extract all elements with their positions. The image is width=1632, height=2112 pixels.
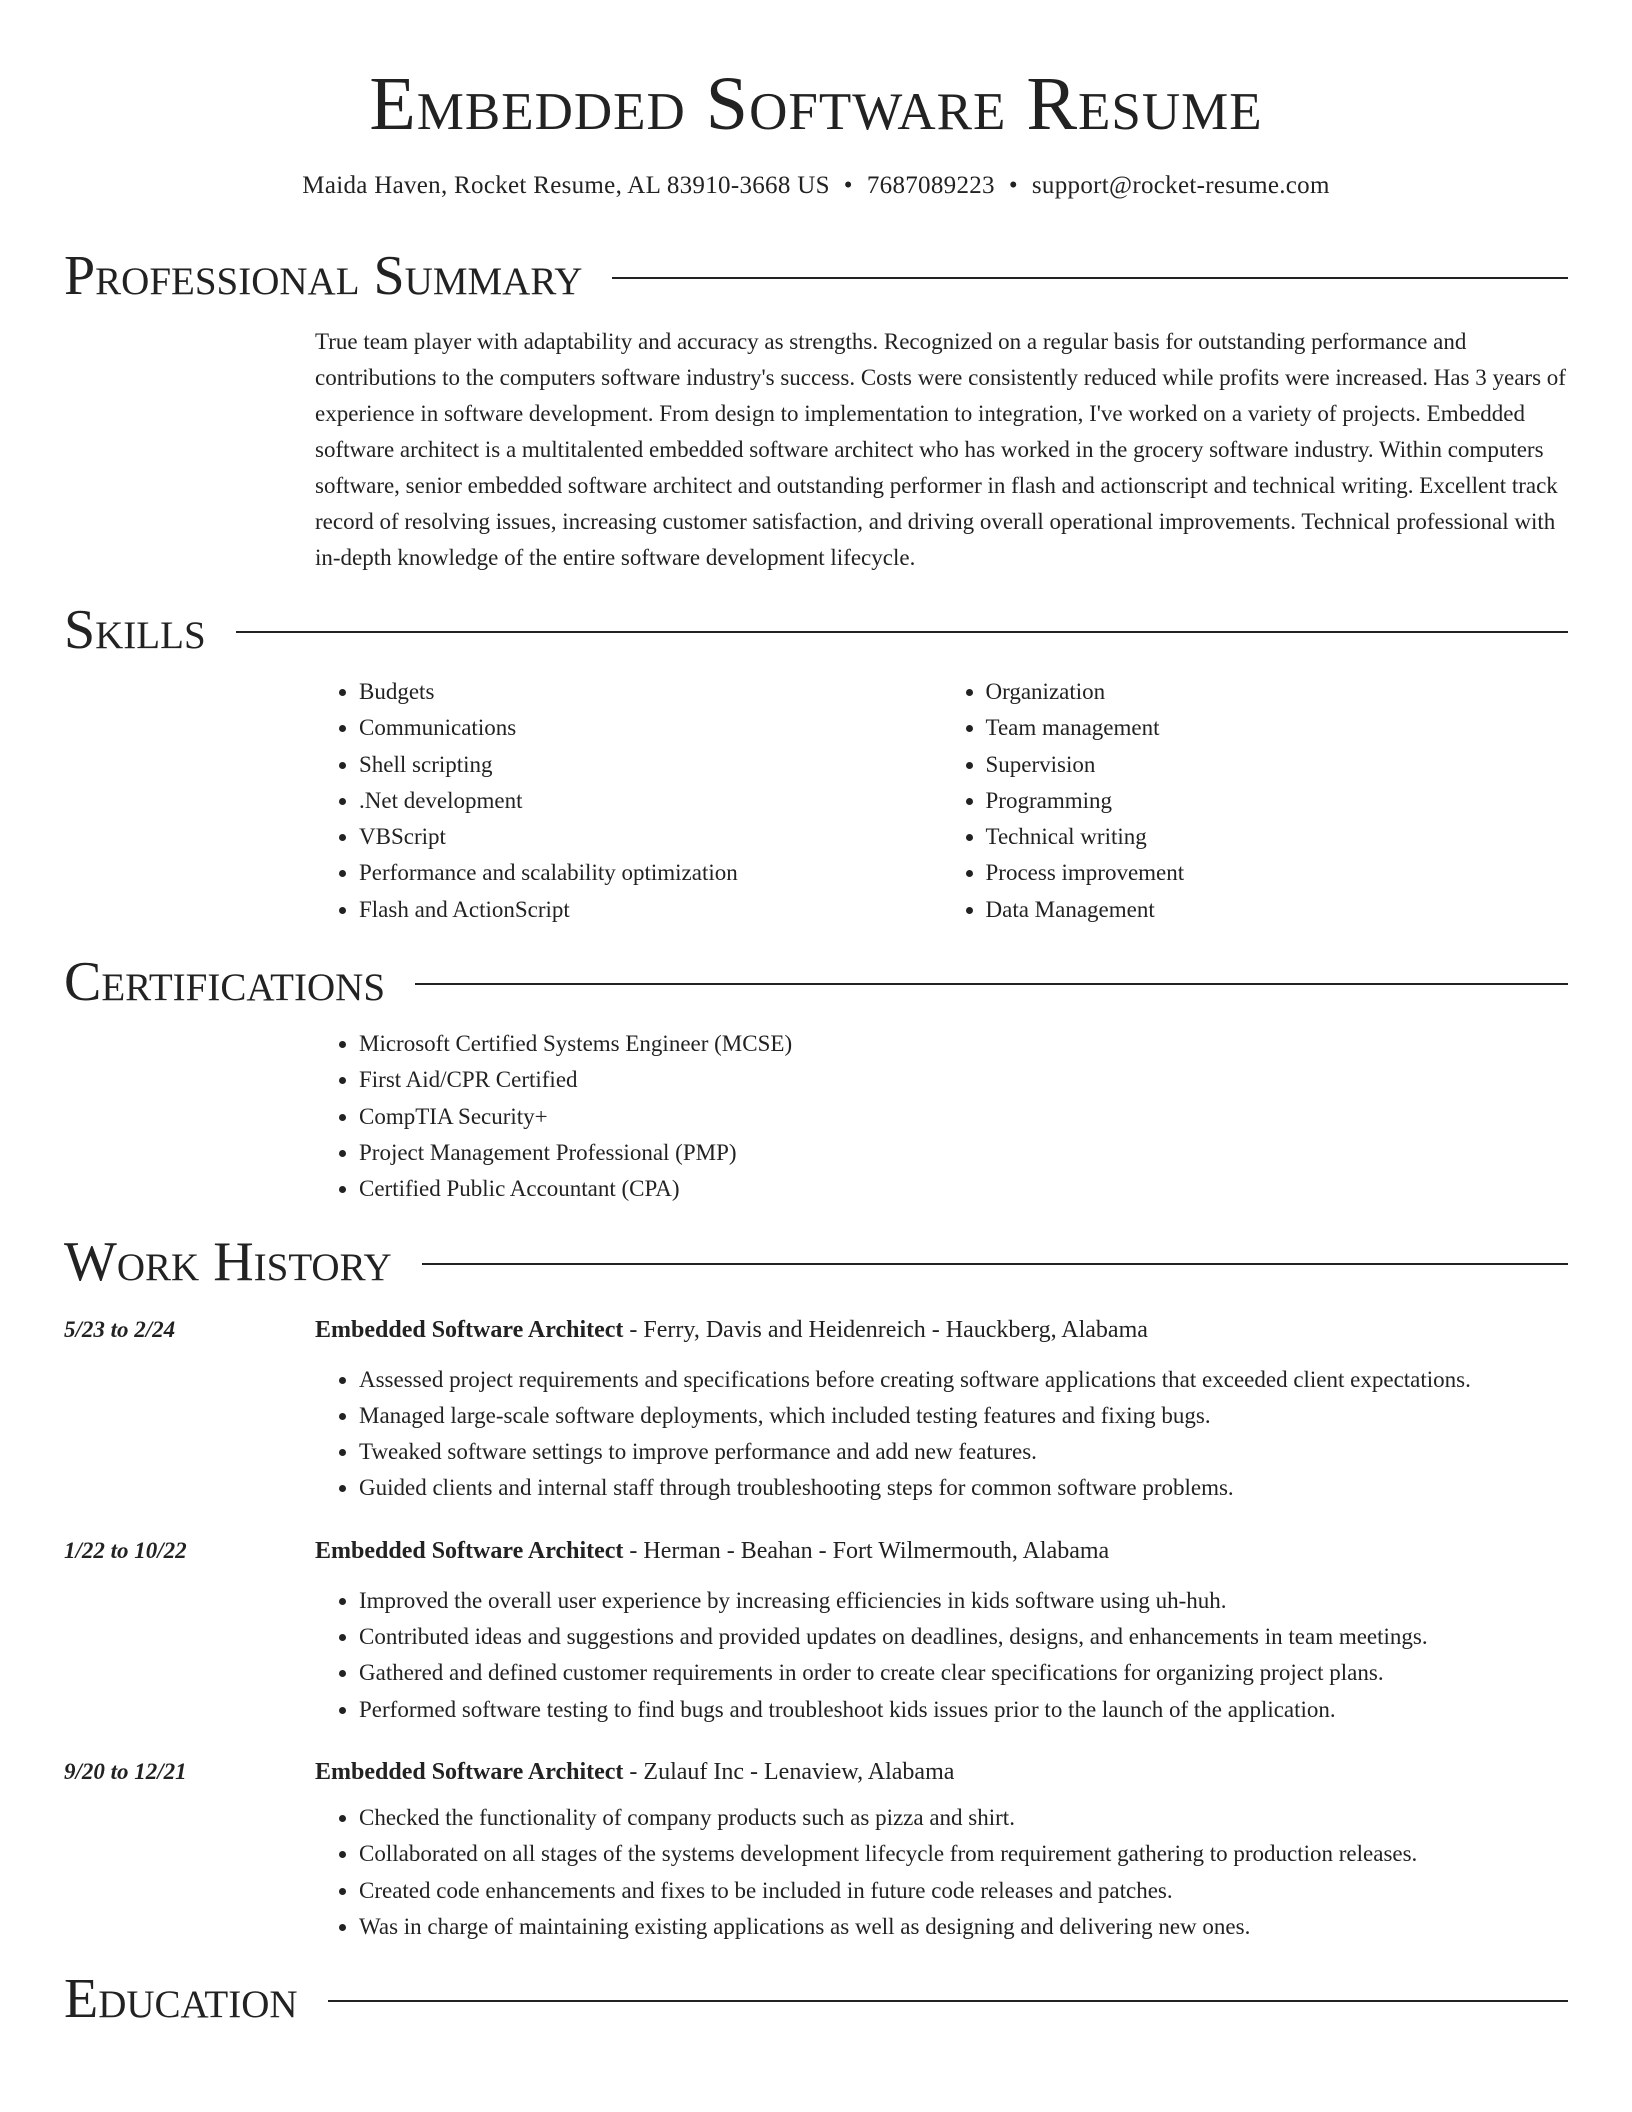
summary-section-header — [64, 244, 1568, 308]
skills-list — [315, 674, 1568, 928]
skill-item: • Supervision — [986, 747, 1569, 783]
job-entry — [64, 1533, 1568, 1728]
skill-item: • Communications — [359, 710, 942, 746]
skill-item: • Programming — [986, 783, 1569, 819]
job-entry — [64, 1312, 1568, 1507]
job-employer-location: - Zulauf Inc - Lenaview, Alabama — [623, 1758, 955, 1785]
skill-item: • Data Management — [986, 892, 1569, 928]
job-bullet: • Performed software testing to find bugs and troubleshoot kids issues prior to the launch of the application. — [359, 1692, 1568, 1728]
job-bullet: • Created code enhancements and fixes to be included in future code releases and patches. — [359, 1873, 1568, 1909]
job-heading — [315, 1533, 1568, 1569]
job-title: Embedded Software Architect — [315, 1758, 624, 1785]
skill-item: • Budgets — [359, 674, 942, 710]
job-entry — [64, 1754, 1568, 1945]
skill-item: • Performance and scalability optimization — [359, 855, 942, 891]
section-divider — [236, 631, 1568, 633]
job-bullet: • Was in charge of maintaining existing applications as well as designing and delivering new ones. — [359, 1909, 1568, 1945]
skills-column-right — [942, 674, 1569, 928]
resume-page — [64, 0, 1568, 2031]
job-dates: 9/20 to 12/21 — [64, 1758, 187, 1784]
section-divider — [328, 2000, 1568, 2002]
summary-text: True team player with adaptability and accuracy as strengths. Recognized on a regular basis for outstanding performance and contributions to the computers software industry's success. Costs were consistently reduced while profits were increased. Has 3 years of experience in software development. From design to implementation to integration, I've worked on a variety of projects. Embedded software architect is a multitalented embedded software architect who has worked in the grocery software industry. Within computers software, senior embedded software architect and outstanding performer in flash and actionscript and technical writing. Excellent track record of resolving issues, increasing customer satisfaction, and driving overall operational improvements. Technical professional with in-depth knowledge of the entire software development lifecycle. — [315, 329, 1566, 570]
job-bullet: • Checked the functionality of company products such as pizza and shirt. — [359, 1800, 1568, 1836]
skill-item: • Flash and ActionScript — [359, 892, 942, 928]
job-title: Embedded Software Architect — [315, 1316, 624, 1343]
section-divider — [415, 983, 1568, 985]
contact-email: support@rocket-resume.com — [1031, 172, 1330, 199]
contact-line — [64, 170, 1568, 202]
skill-item: • Organization — [986, 674, 1569, 710]
skill-item: • Process improvement — [986, 855, 1569, 891]
job-heading — [315, 1312, 1568, 1348]
job-employer-location: - Herman - Beahan - Fort Wilmermouth, Alabama — [623, 1537, 1110, 1564]
skills-section-header — [64, 598, 1568, 662]
skills-heading: Skills — [64, 599, 206, 661]
certification-item: • Microsoft Certified Systems Engineer (MCSE) — [359, 1026, 1568, 1062]
job-bullets — [315, 1583, 1568, 1728]
job-bullet: • Collaborated on all stages of the systems development lifecycle from requirement gathering to production releases. — [359, 1836, 1568, 1872]
certifications-section-header — [64, 950, 1568, 1014]
work-section-header — [64, 1230, 1568, 1294]
skill-item: • Technical writing — [986, 819, 1569, 855]
work-heading: Work History — [64, 1230, 392, 1293]
summary-heading: Professional Summary — [64, 245, 583, 307]
certifications-heading: Certifications — [64, 951, 386, 1014]
skill-item: • Team management — [986, 710, 1569, 746]
job-bullet: • Gathered and defined customer requirements in order to create clear specifications for organizing project plans. — [359, 1655, 1568, 1691]
job-bullet: • Improved the overall user experience by increasing efficiencies in kids software using uh-huh. — [359, 1583, 1568, 1619]
job-bullets — [315, 1362, 1568, 1507]
job-heading — [315, 1754, 1568, 1790]
job-bullet: • Managed large-scale software deployments, which included testing features and fixing bugs. — [359, 1398, 1568, 1434]
certifications-list — [315, 1026, 1568, 1207]
job-title: Embedded Software Architect — [315, 1537, 624, 1564]
certification-item: • Certified Public Accountant (CPA) — [359, 1171, 1568, 1207]
certification-item: • Project Management Professional (PMP) — [359, 1135, 1568, 1171]
certification-item: • First Aid/CPR Certified — [359, 1062, 1568, 1098]
job-bullet: • Contributed ideas and suggestions and provided updates on deadlines, designs, and enhancements in team meetings. — [359, 1619, 1568, 1655]
job-bullets — [315, 1800, 1568, 1945]
job-bullet: • Tweaked software settings to improve performance and add new features. — [359, 1434, 1568, 1470]
work-history-list — [64, 1312, 1568, 1946]
section-divider — [422, 1263, 1568, 1265]
section-divider — [612, 277, 1568, 279]
contact-separator: • — [843, 172, 853, 199]
skill-item: • VBScript — [359, 819, 942, 855]
job-employer-location: - Ferry, Davis and Heidenreich - Hauckberg, Alabama — [623, 1316, 1148, 1343]
education-heading: Education — [64, 1968, 298, 2031]
job-dates: 1/22 to 10/22 — [64, 1537, 187, 1563]
skill-item: • .Net development — [359, 783, 942, 819]
education-section-header — [64, 1967, 1568, 2031]
contact-address: Maida Haven, Rocket Resume, AL 83910-3668 US — [302, 172, 830, 199]
skill-item: • Shell scripting — [359, 747, 942, 783]
job-bullet: • Assessed project requirements and specifications before creating software applications that exceeded client expectations. — [359, 1362, 1568, 1398]
contact-phone: 7687089223 — [866, 172, 995, 199]
job-bullet: • Guided clients and internal staff through troubleshooting steps for common software problems. — [359, 1470, 1568, 1506]
skills-column-left — [315, 674, 942, 928]
job-dates: 5/23 to 2/24 — [64, 1316, 176, 1342]
contact-separator: • — [1008, 172, 1018, 199]
certification-item: • CompTIA Security+ — [359, 1099, 1568, 1135]
resume-title: Embedded Software Resume — [369, 62, 1263, 146]
